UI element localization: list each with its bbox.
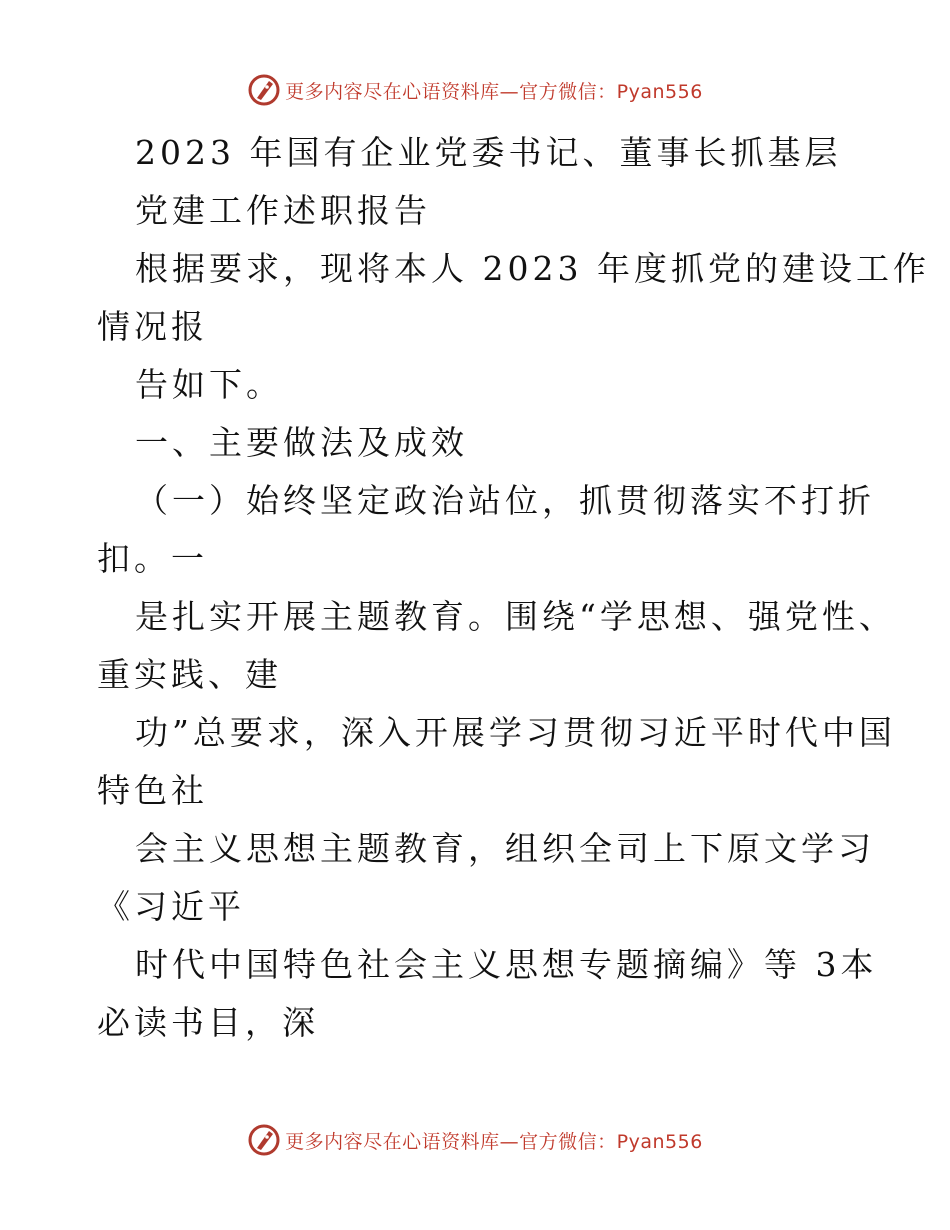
text-line: 特色社: [97, 771, 208, 810]
text-line: 会主义思想主题教育，组织全司上下原文学习: [135, 829, 875, 868]
text-line: （一）始终坚定政治站位，抓贯彻落实不打折: [135, 481, 875, 520]
banner-text: 更多内容尽在心语资料库—官方微信：Pyan556: [285, 1130, 703, 1153]
text-line: 功”总要求，深入开展学习贯彻习近平时代中国: [135, 713, 896, 752]
text-line: 是扎实开展主题教育。围绕“学思想、强党性、: [135, 597, 896, 636]
text-line: 必读书目，深: [97, 1003, 319, 1042]
text-line: 告如下。: [135, 365, 283, 404]
header-banner: [0, 70, 950, 110]
pen-nib-logo-icon: [247, 1123, 281, 1157]
pen-nib-logo-icon: [247, 73, 281, 107]
text-line: 时代中国特色社会主义思想专题摘编》等 3本: [135, 945, 878, 984]
footer-banner: [0, 1120, 950, 1160]
text-line: 情况报: [97, 307, 208, 346]
text-line: 2023 年国有企业党委书记、董事长抓基层: [135, 133, 842, 172]
text-line: 扣。一: [97, 539, 208, 578]
banner-text: 更多内容尽在心语资料库—官方微信：Pyan556: [285, 80, 703, 103]
document-body: [0, 124, 950, 1052]
text-line: 根据要求，现将本人 2023 年度抓党的建设工作: [135, 249, 930, 288]
text-line: 党建工作述职报告: [135, 191, 431, 230]
text-line: 《习近平: [97, 887, 245, 926]
text-line: 一、主要做法及成效: [135, 423, 468, 462]
text-line: 重实践、建: [97, 655, 282, 694]
